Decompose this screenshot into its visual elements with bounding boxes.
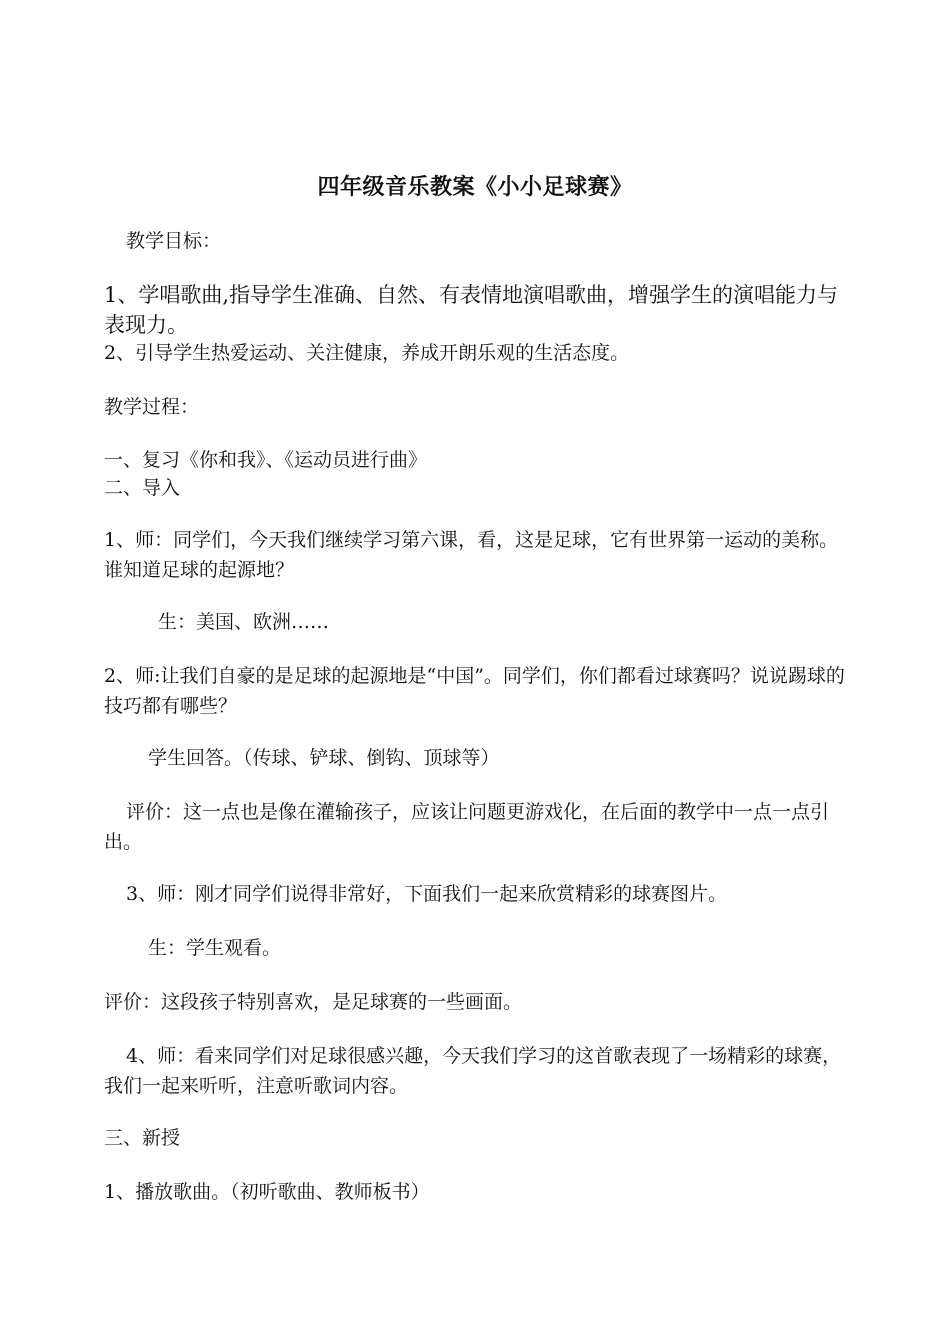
paragraph-process-heading: 教学过程： [104, 396, 200, 418]
paragraph-evaluation-1: 评价：这一点也是像在灌输孩子，应该让问题更游戏化，在后面的教学中一点一点引出。 [104, 801, 830, 853]
paragraph-objective-2: 2、引导学生热爱运动、关注健康，养成开朗乐观的生活态度。 [104, 342, 630, 364]
document-title: 四年级音乐教案《小小足球赛》 [317, 174, 633, 200]
paragraph-play-song: 1、播放歌曲。（初听歌曲、教师板书） [104, 1181, 430, 1203]
paragraph-teacher-4: 4、师：看来同学们对足球很感兴趣，今天我们学习的这首歌表现了一场精彩的球赛，我们一起来听听，注意听歌词内容。 [104, 1045, 842, 1097]
paragraph-student-3: 生：学生观看。 [148, 937, 282, 959]
paragraph-objective-1: 1、学唱歌曲,指导学生准确、自然、有表情地演唱歌曲，增强学生的演唱能力与表现力。 [104, 283, 839, 337]
paragraph-evaluation-2: 评价：这段孩子特别喜欢，是足球赛的一些画面。 [104, 991, 523, 1013]
paragraph-new-lesson-heading: 三、新授 [104, 1127, 181, 1149]
paragraph-teacher-2: 2、师:让我们自豪的是足球的起源地是“中国”。同学们，你们都看过球赛吗？说说踢球的技巧都有哪些？ [104, 665, 845, 717]
paragraph-intro-heading: 二、导入 [104, 477, 181, 499]
paragraph-teacher-1: 1、师：同学们，今天我们继续学习第六课，看，这是足球，它有世界第一运动的美称。谁知道足球的起源地？ [104, 529, 839, 581]
paragraph-objectives-heading: 教学目标： [126, 230, 222, 252]
paragraph-teacher-3: 3、师：刚才同学们说得非常好，下面我们一起来欣赏精彩的球赛图片。 [126, 883, 728, 905]
paragraph-student-1: 生：美国、欧洲…… [158, 611, 330, 633]
paragraph-review: 一、复习《你和我》、《运动员进行曲》 [104, 449, 428, 471]
paragraph-student-2: 学生回答。（传球、铲球、倒钩、顶球等） [148, 747, 500, 769]
